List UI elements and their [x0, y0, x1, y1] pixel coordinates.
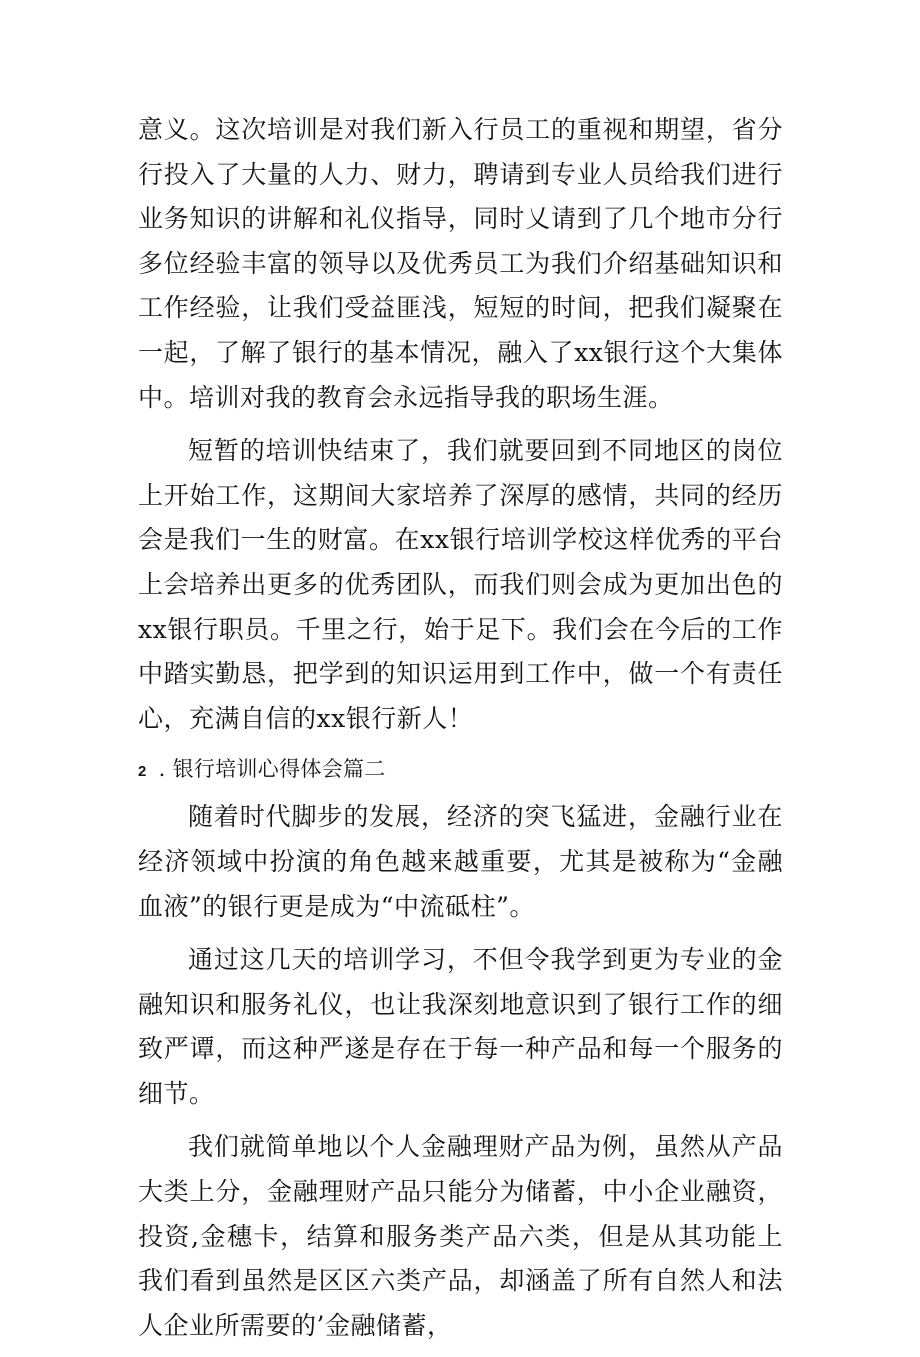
paragraph: 随着时代脚步的发展，经济的突飞猛进，金融行业在经济领域中扮演的角色越来越重要，尤其是被称为“金融血液”的银行更是成为“中流砥柱”。 — [138, 802, 783, 921]
section-heading — [138, 750, 783, 791]
section-number: 2 — [138, 763, 147, 781]
paragraph-continuation: 意义。这次培训是对我们新入行员工的重视和期望，省分行投入了大量的人力、财力，聘请到专业人员给我们进行业务知识的讲解和礼仪指导，同时乂请到了几个地市分行多位经验丰富的领导以及优秀员工为我们介绍基础知识和工作经验，让我们受益匪浅，短短的时间，把我们凝聚在一起，了解了银行的基本情况，融入了xx银行这个大集体中。培训对我的教育会永远指导我的职场生涯。 — [138, 115, 783, 412]
paragraph: 短暂的培训快结束了，我们就要回到不同地区的岗位上开始工作，这期间大家培养了深厚的感情，共同的经历会是我们一生的财富。在xx银行培训学校这样优秀的平台上会培养出更多的优秀团队，而我们则会成为更加出色的xx银行职员。千里之行，始于足下。我们会在今后的工作中踏实勤恳，把学到的知识运用到工作中，做一个有责任心，充满自信的xx银行新人！ — [138, 436, 783, 733]
document-body — [138, 108, 783, 1357]
paragraph: 我们就简单地以个人金融理财产品为例，虽然从产品大类上分，金融理财产品只能分为储蓄，中小企业融资，投资,金穗卡，结算和服务类产品六类，但是从其功能上我们看到虽然是区区六类产品，却涵盖了所有自然人和法人企业所需要的’金融储蓄， — [138, 1132, 783, 1340]
paragraph: 通过这几天的培训学习，不但令我学到更为专业的金融知识和服务礼仪，也让我深刻地意识到了银行工作的细致严谭，而这种严遂是存在于每一种产品和每一个服务的细节。 — [138, 945, 783, 1108]
section-title: . 银行培训心得体会篇二 — [158, 757, 386, 782]
